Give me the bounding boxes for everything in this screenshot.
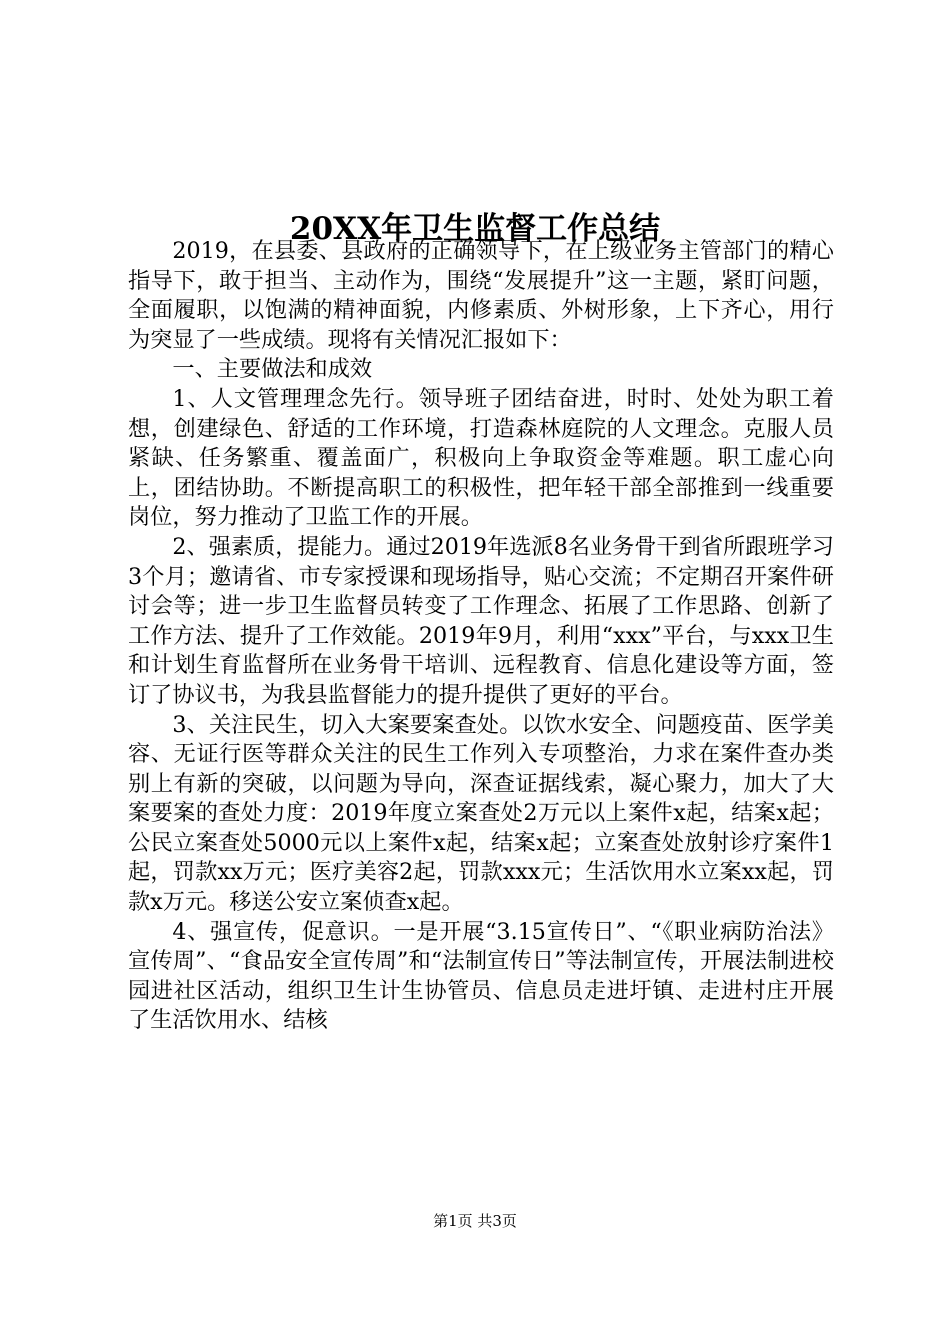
paragraph-3: 3、关注民生，切入大案要案查处。以饮水安全、问题疫苗、医学美容、无证行医等群众关注的民生工作列入专项整治，力求在案件查办类别上有新的突破，以问题为导向，深查证据线索，凝心聚力，加大了大案要案的查处力度：2019年度立案查处2万元以上案件x起，结案x起；公民立案查处5000元以上案件x起，结案x起；立案查处放射诊疗案件1起，罚款xx万元；医疗美容2起，罚款xxx元；生活饮用水立案xx起，罚款x万元。移送公安立案侦查x起。 xyxy=(128,711,834,916)
intro-paragraph: 2019，在县委、县政府的正确领导下，在上级业务主管部门的精心指导下，敢于担当、主动作为，围绕“发展提升”这一主题，紧盯问题，全面履职，以饱满的精神面貌，内修素质、外树形象，上下齐心，用行为突显了一些成绩。现将有关情况汇报如下： xyxy=(128,238,834,353)
document-body xyxy=(128,237,834,1036)
page-footer: 第1页 共3页 xyxy=(433,1212,517,1230)
paragraph-4: 4、强宣传，促意识。一是开展“3.15宣传日”、“《职业病防治法》宣传周”、“食品安全宣传周”和“法制宣传日”等法制宣传，开展法制进校园进社区活动，组织卫生计生协管员、信息员走进圩镇、走进村庄开展了生活饮用水、结核 xyxy=(128,918,834,1034)
paragraph-2: 2、强素质，提能力。通过2019年选派8名业务骨干到省所跟班学习3个月；邀请省、市专家授课和现场指导，贴心交流；不定期召开案件研讨会等；进一步卫生监督员转变了工作理念、拓展了工作思路、创新了工作方法、提升了工作效能。2019年9月，利用“xxx”平台，与xxx卫生和计划生育监督所在业务骨干培训、远程教育、信息化建设等方面，签订了协议书，为我县监督能力的提升提供了更好的平台。 xyxy=(128,533,834,708)
paragraph-1: 1、人文管理理念先行。领导班子团结奋进，时时、处处为职工着想，创建绿色、舒适的工作环境，打造森林庭院的人文理念。克服人员紧缺、任务繁重、覆盖面广，积极向上争取资金等难题。职工虚心向上，团结协助。不断提高职工的积极性，把年轻干部全部推到一线重要岗位，努力推动了卫监工作的开展。 xyxy=(128,385,834,531)
section-heading: 一、主要做法和成效 xyxy=(172,356,373,383)
document-title: 20XX年卫生监督工作总结 xyxy=(289,210,661,247)
